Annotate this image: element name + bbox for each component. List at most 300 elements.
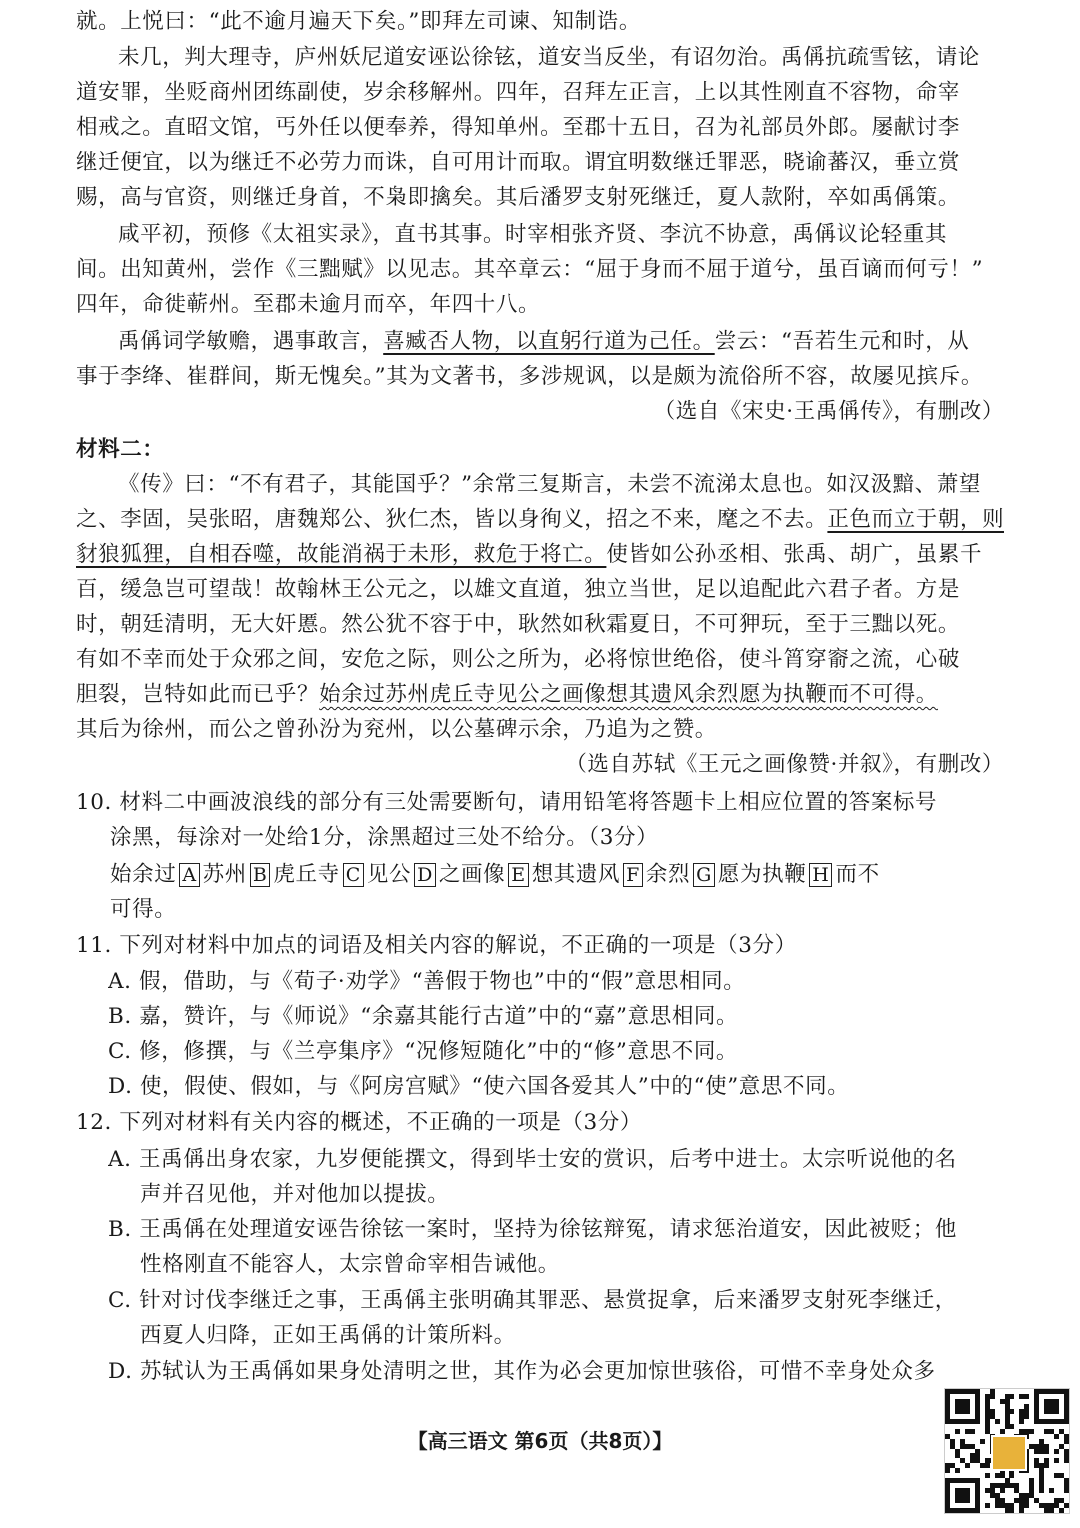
qr-module [970,1444,975,1449]
text-line [76,677,1004,712]
qr-module [960,1478,965,1483]
qr-module [1029,1429,1034,1434]
qr-module [985,1414,990,1419]
qr-module [965,1508,970,1513]
text-line [76,502,1004,537]
qr-module [995,1493,1000,1498]
answer-box-D[interactable]: D [414,863,436,887]
qr-module [985,1488,990,1493]
qr-module [965,1478,970,1483]
qr-module [1064,1399,1069,1404]
qr-module [945,1404,950,1409]
qr-module [1034,1414,1039,1419]
text-line: 相戒之。直昭文馆，丐外任以便奉养，得知单州。至郡十五日，召为礼部员外郎。屡献讨李 [76,115,961,140]
qr-module [955,1419,960,1424]
qr-module [1039,1468,1044,1473]
qr-module [1059,1498,1064,1503]
qr-module [1024,1429,1029,1434]
qr-module [1029,1478,1034,1483]
text-line: 四年，命徙蕲州。至郡未逾月而卒，年四十八。 [76,292,541,317]
qr-module [1054,1498,1059,1503]
qr-module [1005,1424,1010,1429]
text-line: 咸平初，预修《太祖实录》，直书其事。时宰相张齐贤、李沆不协意，禹偁议论轻重其 [118,222,948,247]
qr-module [945,1463,950,1468]
option-B-cont: 性格刚直不能容人，太宗曾命宰相告诫他。 [140,1252,560,1277]
qr-module [960,1488,965,1493]
qr-module [1000,1488,1005,1493]
qr-module [1019,1429,1024,1434]
qr-module [1044,1449,1049,1454]
text-line: 继迁便宜，以为继迁不必劳力而诛，自可用计而取。谓宜明数继迁罪恶，晓谕蕃汉，垂立赏 [76,150,961,175]
qr-module [975,1414,980,1419]
qr-module [950,1389,955,1394]
text-line: 未几，判大理寺，庐州妖尼道安诬讼徐铉，道安当反坐，有诏勿治。禹偁抗疏雪铉，请论 [118,45,980,70]
qr-module [965,1488,970,1493]
qr-module [1005,1483,1010,1488]
qr-module [985,1419,990,1424]
qr-module [1034,1498,1039,1503]
source-citation: （选自《宋史·王禹偁传》，有删改） [653,399,1004,424]
qr-module [1044,1503,1049,1508]
qr-module [1039,1478,1044,1483]
qr-module [960,1389,965,1394]
qr-module [965,1493,970,1498]
segment: 之画像 [438,862,506,887]
text-line [76,537,1004,572]
qr-module [1044,1419,1049,1424]
qr-module [1049,1508,1054,1513]
segment: 苏州 [202,862,247,887]
qr-module [985,1424,990,1429]
qr-module [1009,1483,1014,1488]
qr-module [990,1394,995,1399]
option-C[interactable]: C. 针对讨伐李继迁之事，王禹偁主张明确其罪恶、悬赏捉拿，后来潘罗支射死李继迁， [108,1288,957,1313]
qr-module [1059,1389,1064,1394]
qr-module [960,1458,965,1463]
qr-module [965,1404,970,1409]
answer-box-B[interactable]: B [250,863,271,887]
qr-module [970,1478,975,1483]
qr-module [995,1498,1000,1503]
qr-module [1039,1503,1044,1508]
qr-module [985,1404,990,1409]
qr-module [985,1503,990,1508]
question-10-stem: 10. 材料二中画波浪线的部分有三处需要断句，请用铅笔将答题卡上相应位置的答案标号 [76,790,938,815]
text-line: 其后为徐州，而公之曾孙汾为兖州，以公墓碑示余，乃追为之赞。 [76,717,717,742]
qr-module [1064,1404,1069,1409]
qr-module [975,1483,980,1488]
qr-module [985,1394,990,1399]
qr-module [965,1389,970,1394]
qr-module [1049,1409,1054,1414]
qr-module [995,1503,1000,1508]
qr-module [965,1444,970,1449]
qr-module [985,1458,990,1463]
qr-module [1059,1444,1064,1449]
text-line: 《传》曰：“不有君子，其能国乎？”余常三复斯言，未尝不流涕太息也。如汉汲黯、萧望 [118,472,981,497]
qr-module [955,1478,960,1483]
segment: 虎丘寺 [273,862,340,887]
option-D[interactable]: D. 苏轼认为王禹偁如果身处清明之世，其作为必会更加惊世骇俗，可惜不幸身处众多 [108,1359,936,1384]
question-11-stem: 11. 下列对材料中加点的词语及相关内容的解说，不正确的一项是（3分） [76,933,797,958]
qr-module [1024,1409,1029,1414]
qr-module [1044,1404,1049,1409]
qr-module [1039,1439,1044,1444]
qr-module [1039,1449,1044,1454]
qr-module [1005,1478,1010,1483]
qr-module [1064,1488,1069,1493]
qr-module [970,1419,975,1424]
text-span: 尝云：“吾若生元和时，从 [714,329,970,354]
qr-module [1039,1444,1044,1449]
question-10-stem: 可得。 [110,897,177,922]
qr-module [945,1468,950,1473]
qr-module [1054,1399,1059,1404]
qr-module [1059,1419,1064,1424]
qr-module [970,1508,975,1513]
qr-module [1064,1389,1069,1394]
qr-module [1024,1404,1029,1409]
qr-module [945,1414,950,1419]
qr-module [975,1508,980,1513]
qr-module [1000,1503,1005,1508]
qr-module [975,1503,980,1508]
qr-module [945,1488,950,1493]
qr-module [1049,1399,1054,1404]
option-D[interactable]: D. 使，假使、假如，与《阿房宫赋》“使六国各爱其人”中的“使”意思不同。 [108,1074,850,1099]
qr-module [1034,1419,1039,1424]
qr-module [965,1463,970,1468]
qr-module [1044,1389,1049,1394]
qr-module [1049,1429,1054,1434]
underlined-text: 正色而立于朝，则 [827,507,1004,532]
qr-module [975,1498,980,1503]
qr-module [990,1389,995,1394]
qr-module [955,1429,960,1434]
qr-module [945,1498,950,1503]
answer-box-A[interactable]: A [179,863,199,887]
qr-module [985,1399,990,1404]
qr-module [1014,1498,1019,1503]
qr-module [965,1399,970,1404]
qr-module [1039,1419,1044,1424]
qr-module [1005,1508,1010,1513]
qr-module [945,1483,950,1488]
qr-module [965,1419,970,1424]
qr-module [1064,1449,1069,1454]
qr-module [1019,1508,1024,1513]
qr-module [975,1419,980,1424]
qr-module [955,1498,960,1503]
qr-module [1064,1483,1069,1488]
qr-module [1019,1419,1024,1424]
qr-module [975,1409,980,1414]
qr-module [945,1434,950,1439]
qr-module [1034,1458,1039,1463]
qr-module [990,1483,995,1488]
qr-module [955,1453,960,1458]
qr-module [965,1409,970,1414]
qr-module [1009,1508,1014,1513]
question-12-stem: 12. 下列对材料有关内容的概述，不正确的一项是（3分） [76,1110,643,1135]
page-footer: 【高三语文 第6页（共8页）】 [407,1429,673,1453]
segment: 而不 [835,862,880,887]
qr-module [960,1444,965,1449]
qr-module [1044,1429,1049,1434]
qr-module [955,1488,960,1493]
qr-module [990,1488,995,1493]
qr-code-icon [944,1388,1070,1514]
qr-module [1049,1488,1054,1493]
qr-module [1000,1399,1005,1404]
qr-module [1034,1449,1039,1454]
qr-module [1029,1483,1034,1488]
qr-logo [991,1435,1027,1471]
qr-module [990,1414,995,1419]
qr-module [945,1389,950,1394]
option-C-cont: 西夏人归降，正如王禹偁的计策所料。 [140,1323,516,1348]
option-A-cont: 声并召见他，并对他加以提拔。 [140,1182,450,1207]
qr-module [970,1389,975,1394]
qr-module [975,1394,980,1399]
qr-module [1064,1453,1069,1458]
segment: 见公 [366,862,412,887]
text-line: 就。上悦曰：“此不逾月遍天下矣。”即拜左司谏、知制诰。 [76,9,641,34]
qr-module [1054,1419,1059,1424]
qr-module [1064,1478,1069,1483]
qr-module [975,1449,980,1454]
qr-module [950,1419,955,1424]
qr-module [1005,1419,1010,1424]
qr-module [975,1488,980,1493]
qr-module [1019,1409,1024,1414]
answer-box-G[interactable]: G [693,863,715,887]
qr-module [1009,1503,1014,1508]
text-line: 有如不幸而处于众邪之间，安危之际，则公之所为，必将惊世绝俗，使斗筲穿窬之流，心破 [76,647,961,672]
qr-module [1039,1473,1044,1478]
qr-module [1059,1508,1064,1513]
qr-module [1044,1458,1049,1463]
qr-module [945,1508,950,1513]
qr-module [1054,1404,1059,1409]
option-B[interactable]: B. 王禹偁在处理道安诬告徐铉一案时，坚持为徐铉辩冤，请求惩治道安，因此被贬；他 [108,1217,957,1242]
qr-module [975,1389,980,1394]
qr-module [1049,1503,1054,1508]
qr-module [1005,1414,1010,1419]
qr-module [1034,1399,1039,1404]
qr-module [995,1419,1000,1424]
qr-module [980,1463,985,1468]
source-citation: （选自苏轼《王元之画像赞·并叙》，有删改） [565,752,1004,777]
qr-module [1034,1394,1039,1399]
qr-module [945,1399,950,1404]
qr-module [960,1493,965,1498]
qr-module [1014,1483,1019,1488]
qr-module [1044,1399,1049,1404]
qr-module [1054,1389,1059,1394]
qr-module [955,1389,960,1394]
qr-module [1005,1404,1010,1409]
qr-module [955,1508,960,1513]
text-line: 百，缓急岂可望哉！故翰林王公元之，以雄文直道，独立当世，足以追配此六君子者。方是 [76,577,961,602]
qr-module [1064,1458,1069,1463]
qr-module [1054,1458,1059,1463]
text-span: 胆裂，岂特如此而已乎？ [76,682,320,707]
answer-box-E[interactable]: E [508,863,528,887]
answer-box-F[interactable]: F [623,863,643,887]
qr-module [975,1478,980,1483]
qr-module [985,1473,990,1478]
qr-module [985,1463,990,1468]
qr-module [955,1493,960,1498]
qr-module [1039,1488,1044,1493]
segment: 余烈 [645,862,691,887]
text-span: 使皆如公孙丞相、张禹、胡广，虽累千 [606,542,983,567]
qr-module [975,1399,980,1404]
qr-module [1005,1394,1010,1399]
qr-module [1049,1404,1054,1409]
qr-module [1054,1409,1059,1414]
qr-module [945,1503,950,1508]
qr-module [1005,1503,1010,1508]
qr-module [975,1404,980,1409]
qr-module [1049,1389,1054,1394]
text-span: 禹偁词学敏赡，遇事敢言， [118,329,384,354]
qr-module [945,1419,950,1424]
qr-module [945,1409,950,1414]
qr-module [955,1409,960,1414]
option-B[interactable]: B. 嘉，赞许，与《师说》“余嘉其能行古道”中的“嘉”意思相同。 [108,1004,739,1029]
qr-module [1044,1444,1049,1449]
qr-module [1064,1394,1069,1399]
qr-module [1039,1389,1044,1394]
text-line: 时，朝廷清明，无大奸慝。然公犹不容于中，耿然如秋霜夏日，不可狎玩，至于三黜以死。 [76,612,961,637]
qr-module [1054,1503,1059,1508]
question-10-stem: 涂黑，每涂对一处给1分，涂黑超过三处不给分。（3分） [110,825,659,850]
qr-module [1054,1449,1059,1454]
wavy-underlined-text: 始余过苏州虎丘寺见公之画像想其遗风余烈愿为执鞭而不可得。 [319,682,938,707]
text-span: 之、李固，吴张昭，唐魏郑公、狄仁杰，皆以身徇义，招之不来，麾之不去。 [76,507,828,532]
text-line [118,324,1004,359]
answer-box-C[interactable]: C [343,863,364,887]
qr-module [1024,1498,1029,1503]
qr-module [1024,1414,1029,1419]
qr-module [960,1399,965,1404]
qr-module [950,1508,955,1513]
qr-module [1009,1473,1014,1478]
qr-module [1029,1493,1034,1498]
qr-module [960,1409,965,1414]
qr-module [1054,1434,1059,1439]
qr-module [1044,1409,1049,1414]
qr-module [980,1439,985,1444]
qr-module [970,1458,975,1463]
qr-module [965,1498,970,1503]
qr-module [1029,1444,1034,1449]
qr-module [985,1409,990,1414]
qr-module [1039,1463,1044,1468]
qr-module [1064,1434,1069,1439]
option-A[interactable]: A. 假，借助，与《荀子·劝学》“善假于物也”中的“假”意思相同。 [108,969,746,994]
qr-module [1044,1463,1049,1468]
qr-module [1064,1414,1069,1419]
qr-module [1044,1508,1049,1513]
qr-module [995,1473,1000,1478]
qr-module [985,1429,990,1434]
qr-module [1049,1419,1054,1424]
question-10-segmented-sentence [110,857,1006,892]
qr-module [1000,1473,1005,1478]
qr-module [1000,1498,1005,1503]
answer-box-H[interactable]: H [809,863,832,887]
segment: 始余过 [110,862,177,887]
qr-module [990,1493,995,1498]
qr-module [975,1493,980,1498]
qr-module [1009,1409,1014,1414]
qr-module [1024,1394,1029,1399]
qr-module [945,1478,950,1483]
qr-module [955,1404,960,1409]
qr-module [1054,1473,1059,1478]
qr-module [965,1429,970,1434]
qr-module [960,1419,965,1424]
text-line: 道安罪，坐贬商州团练副使，岁余移解州。四年，召拜左正言，上以其性刚直不容物，命宰 [76,80,961,105]
option-C[interactable]: C. 修，修撰，与《兰亭集序》“况修短随化”中的“修”意思不同。 [108,1039,739,1064]
qr-module [970,1429,975,1434]
qr-module [950,1444,955,1449]
qr-module [1009,1394,1014,1399]
qr-module [1029,1488,1034,1493]
qr-module [1019,1414,1024,1419]
qr-module [950,1439,955,1444]
qr-module [950,1463,955,1468]
qr-module [1024,1493,1029,1498]
qr-module [1034,1444,1039,1449]
qr-module [975,1453,980,1458]
segment: 想其遗风 [531,862,621,887]
qr-module [955,1449,960,1454]
option-A[interactable]: A. 王禹偁出身农家，九岁便能撰文，得到毕士安的赏识，后考中进士。太宗听说他的名 [108,1147,957,1172]
qr-module [1064,1419,1069,1424]
qr-module [1064,1503,1069,1508]
qr-module [1014,1488,1019,1493]
qr-module [1005,1409,1010,1414]
qr-module [1064,1409,1069,1414]
qr-module [945,1394,950,1399]
qr-module [960,1498,965,1503]
qr-module [1034,1404,1039,1409]
underlined-text: 喜臧否人物，以直躬行道为己任。 [383,329,715,354]
qr-module [955,1399,960,1404]
qr-module [990,1409,995,1414]
qr-module [1059,1473,1064,1478]
qr-module [1009,1424,1014,1429]
qr-module [975,1458,980,1463]
qr-module [945,1493,950,1498]
qr-module [1024,1503,1029,1508]
qr-module [1059,1429,1064,1434]
text-line: 赐，高与官资，则继迁身首，不枭即擒矣。其后潘罗支射死继迁，夏人款附，卒如禹偁策。 [76,185,961,210]
qr-module [960,1439,965,1444]
underlined-text: 豺狼狐狸，自相吞噬，故能消祸于未形，救危于将亡。 [76,542,607,567]
qr-module [1000,1429,1005,1434]
segment: 愿为执鞭 [717,862,807,887]
qr-module [950,1478,955,1483]
qr-module [1000,1483,1005,1488]
qr-module [1034,1409,1039,1414]
text-line: 事于李绛、崔群间，斯无愧矣。”其为文著书，多涉规讽，以是颇为流俗所不容，故屡见摈斥。 [76,364,983,389]
text-line: 间。出知黄州，尝作《三黜赋》以见志。其卒章云：“屈于身而不屈于道兮，虽百谪而何亏！” [76,257,984,282]
